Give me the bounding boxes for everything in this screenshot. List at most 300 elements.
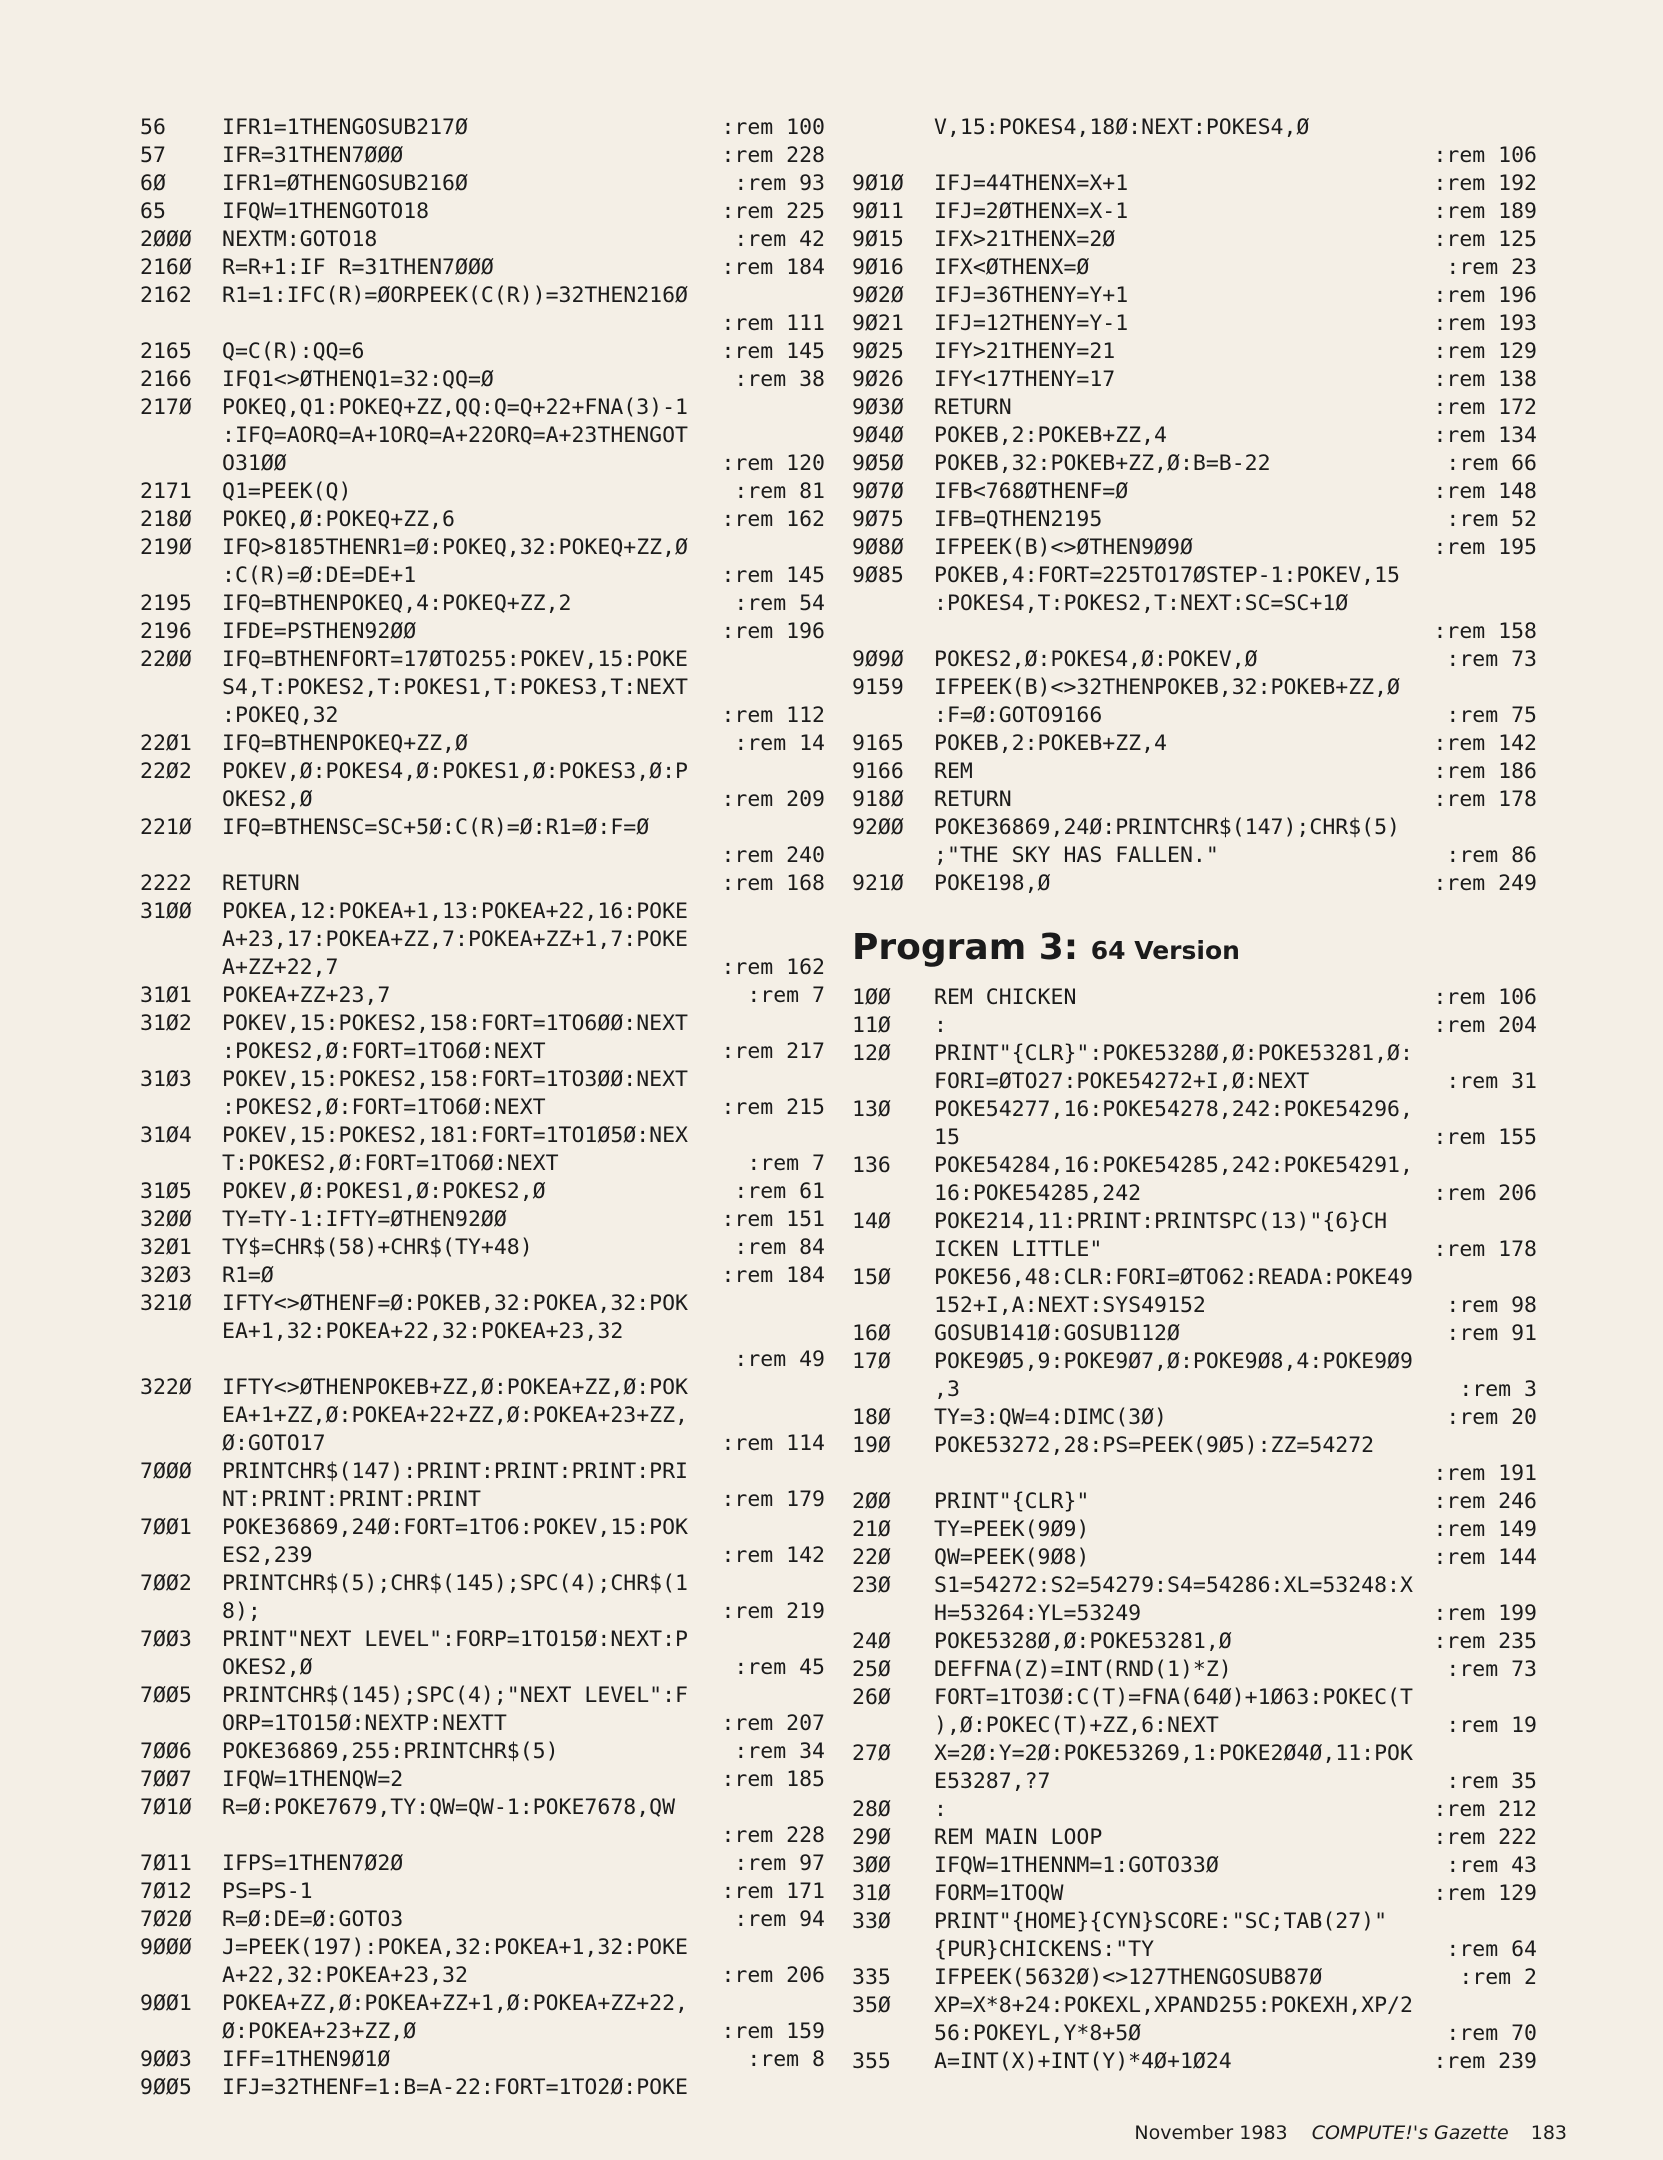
- rem-checksum: :rem 168: [721, 871, 825, 896]
- code-line: [852, 1152, 1537, 1180]
- rem-checksum: :rem 178: [1433, 1237, 1537, 1262]
- rem-checksum: [819, 534, 825, 562]
- rem-checksum: [819, 646, 825, 674]
- code-text: :POKES2,Ø:FORT=1TO6Ø:NEXT: [222, 1039, 546, 1064]
- code-line: [852, 1180, 1537, 1208]
- code-text: O31ØØ: [222, 451, 287, 476]
- code-line: [852, 1824, 1537, 1852]
- rem-checksum: :rem 246: [1433, 1489, 1537, 1514]
- code-text: R=R+1:IF R=31THEN7ØØØ: [222, 255, 494, 280]
- code-line: [140, 1990, 825, 2018]
- rem-checksum: :rem 31: [1446, 1069, 1537, 1094]
- program-title: Program 3:: [852, 927, 1079, 968]
- line-number: 7ØØ6: [140, 1739, 192, 1764]
- rem-checksum: :rem 35: [1446, 1769, 1537, 1794]
- code-text: POKES2,Ø:POKES4,Ø:POKEV,Ø: [934, 647, 1258, 672]
- code-text: RETURN: [934, 395, 1012, 420]
- page-footer: [1134, 2122, 1567, 2144]
- rem-checksum: [1531, 1152, 1537, 1180]
- line-number: 7ØØ5: [140, 1683, 192, 1708]
- line-number: 921Ø: [852, 871, 904, 896]
- code-text: {PUR}CHICKENS:"TY: [934, 1937, 1155, 1962]
- code-text: R1=1:IFC(R)=ØORPEEK(C(R))=32THEN216Ø: [222, 283, 688, 308]
- rem-checksum: :rem 209: [721, 787, 825, 812]
- rem-checksum: :rem 138: [1433, 367, 1537, 392]
- line-number: [140, 1486, 222, 1514]
- rem-checksum: :rem 191: [1433, 1461, 1537, 1486]
- code-line: [140, 1178, 825, 1206]
- code-line: [852, 1460, 1537, 1488]
- code-text: POKEV,15:POKES2,158:FORT=1TO3ØØ:NEXT: [222, 1067, 688, 1092]
- rem-checksum: :rem 144: [1433, 1545, 1537, 1570]
- code-line: [852, 1572, 1537, 1600]
- rem-checksum: :rem 106: [1433, 985, 1537, 1010]
- line-number: 13Ø: [852, 1097, 891, 1122]
- code-text: POKEV,15:POKES2,158:FORT=1TO6ØØ:NEXT: [222, 1011, 688, 1036]
- code-line: [140, 1794, 825, 1822]
- rem-checksum: :rem 184: [721, 255, 825, 280]
- rem-checksum: :rem 148: [1433, 479, 1537, 504]
- code-line: [852, 1712, 1537, 1740]
- line-number: 9Ø5Ø: [852, 451, 904, 476]
- code-line: [852, 2020, 1537, 2048]
- code-line: [140, 1878, 825, 1906]
- rem-checksum: :rem 19: [1446, 1713, 1537, 1738]
- code-line: [852, 1012, 1537, 1040]
- code-text: POKEA,12:POKEA+1,13:POKEA+22,16:POKE: [222, 899, 688, 924]
- code-text: POKEB,2:POKEB+ZZ,4: [934, 731, 1167, 756]
- code-text: S4,T:POKES2,T:POKES1,T:POKES3,T:NEXT: [222, 675, 688, 700]
- line-number: 9159: [852, 675, 904, 700]
- line-number: [140, 786, 222, 814]
- line-number: 9Ø11: [852, 199, 904, 224]
- code-line: [852, 1264, 1537, 1292]
- code-line: [140, 730, 825, 758]
- code-line: [140, 926, 825, 954]
- code-text: TY$=CHR$(58)+CHR$(TY+48): [222, 1235, 533, 1260]
- line-number: [852, 1180, 934, 1208]
- code-text: PRINTCHR$(147):PRINT:PRINT:PRINT:PRI: [222, 1459, 688, 1484]
- code-line: [140, 114, 825, 142]
- code-text: IFQ=BTHENPOKEQ+ZZ,Ø: [222, 731, 468, 756]
- code-text: REM MAIN LOOP: [934, 1825, 1103, 1850]
- line-number: 2162: [140, 283, 192, 308]
- code-line: [852, 1432, 1537, 1460]
- code-line: [140, 1458, 825, 1486]
- rem-checksum: :rem 172: [1433, 395, 1537, 420]
- code-line: [140, 870, 825, 898]
- rem-checksum: :rem 93: [734, 171, 825, 196]
- code-text: NEXTM:GOTO18: [222, 227, 378, 252]
- code-text: IFPEEK(5632Ø)<>127THENGOSUB87Ø: [934, 1965, 1323, 1990]
- code-text: IFF=1THEN9Ø1Ø: [222, 2047, 391, 2072]
- code-line: [140, 1710, 825, 1738]
- code-text: 15: [934, 1125, 960, 1150]
- line-number: 9ØØØ: [140, 1935, 192, 1960]
- line-number: 9ØØ3: [140, 2047, 192, 2072]
- code-text: [934, 142, 1427, 170]
- line-number: 25Ø: [852, 1657, 891, 1682]
- code-text: IFQW=1THENGOTO18: [222, 199, 430, 224]
- line-number: [140, 450, 222, 478]
- code-line: [852, 450, 1537, 478]
- code-text: :POKES4,T:POKES2,T:NEXT:SC=SC+1Ø: [934, 591, 1349, 616]
- code-text: POKE53272,28:PS=PEEK(9Ø5):ZZ=54272: [934, 1433, 1375, 1458]
- code-text: E53287,?7: [934, 1769, 1051, 1794]
- code-text: :: [934, 1013, 947, 1038]
- line-number: 7Ø11: [140, 1851, 192, 1876]
- rem-checksum: [819, 1458, 825, 1486]
- code-text: IFX<ØTHENX=Ø: [934, 255, 1090, 280]
- code-line: [140, 646, 825, 674]
- code-text: PRINTCHR$(5);CHR$(145);SPC(4);CHR$(1: [222, 1571, 688, 1596]
- rem-checksum: [819, 926, 825, 954]
- rem-checksum: :rem 54: [734, 591, 825, 616]
- rem-checksum: [1531, 1208, 1537, 1236]
- code-line: [852, 1516, 1537, 1544]
- line-number: [140, 1402, 222, 1430]
- code-line: [140, 786, 825, 814]
- code-text: POKE5328Ø,Ø:POKE53281,Ø: [934, 1629, 1232, 1654]
- code-line: [140, 898, 825, 926]
- rem-checksum: :rem 125: [1433, 227, 1537, 252]
- code-line: [140, 1290, 825, 1318]
- rem-checksum: [1531, 674, 1537, 702]
- code-text: :POKEQ,32: [222, 703, 339, 728]
- code-text: IFTY<>ØTHENF=Ø:POKEB,32:POKEA,32:POK: [222, 1291, 688, 1316]
- rem-checksum: :rem 142: [721, 1543, 825, 1568]
- rem-checksum: [819, 282, 825, 310]
- line-number: 22Ø2: [140, 759, 192, 784]
- line-number: 65: [140, 199, 166, 224]
- code-line: [140, 394, 825, 422]
- line-number: 9Ø75: [852, 507, 904, 532]
- line-number: 32ØØ: [140, 1207, 192, 1232]
- code-text: DEFFNA(Z)=INT(RND(1)*Z): [934, 1657, 1232, 1682]
- code-text: IFQ>8185THENR1=Ø:POKEQ,32:POKEQ+ZZ,Ø: [222, 535, 688, 560]
- rem-checksum: :rem 106: [1433, 143, 1537, 168]
- code-text: IFR1=1THENGOSUB217Ø: [222, 115, 468, 140]
- code-text: IFB<768ØTHENF=Ø: [934, 479, 1129, 504]
- code-line: [140, 478, 825, 506]
- line-number: 26Ø: [852, 1685, 891, 1710]
- line-number: 31Ø5: [140, 1179, 192, 1204]
- code-line: [140, 1738, 825, 1766]
- rem-checksum: [819, 1010, 825, 1038]
- code-line: [140, 198, 825, 226]
- code-line: [852, 1628, 1537, 1656]
- footer-date: November 1983: [1134, 2122, 1288, 2144]
- line-number: 9Ø26: [852, 367, 904, 392]
- code-line: [140, 1766, 825, 1794]
- code-line: [140, 1346, 825, 1374]
- rem-checksum: :rem 185: [721, 1767, 825, 1792]
- code-text: IFPEEK(B)<>ØTHEN9Ø9Ø: [934, 535, 1193, 560]
- rem-checksum: :rem 222: [1433, 1825, 1537, 1850]
- line-number: [140, 1962, 222, 1990]
- line-number: 918Ø: [852, 787, 904, 812]
- code-line: [852, 422, 1537, 450]
- rem-checksum: [819, 674, 825, 702]
- rem-checksum: :rem 217: [721, 1039, 825, 1064]
- code-line: [140, 618, 825, 646]
- code-text: Q1=PEEK(Q): [222, 479, 352, 504]
- rem-checksum: :rem 61: [734, 1179, 825, 1204]
- rem-checksum: [1531, 814, 1537, 842]
- line-number: 321Ø: [140, 1291, 192, 1316]
- code-text: POKEQ,Q1:POKEQ+ZZ,QQ:Q=Q+22+FNA(3)-1: [222, 395, 688, 420]
- rem-checksum: :rem 145: [721, 339, 825, 364]
- rem-checksum: :rem 49: [734, 1347, 825, 1372]
- code-text: POKEV,Ø:POKES4,Ø:POKES1,Ø:POKES3,Ø:P: [222, 759, 688, 784]
- line-number: 2195: [140, 591, 192, 616]
- rem-checksum: :rem 7: [747, 1151, 825, 1176]
- rem-checksum: :rem 151: [721, 1207, 825, 1232]
- code-text: IFJ=2ØTHENX=X-1: [934, 199, 1129, 224]
- code-text: 56:POKEYL,Y*8+5Ø: [934, 2021, 1142, 2046]
- line-number: 24Ø: [852, 1629, 891, 1654]
- code-text: H=53264:YL=53249: [934, 1601, 1142, 1626]
- rem-checksum: :rem 195: [1433, 535, 1537, 560]
- rem-checksum: [819, 1934, 825, 1962]
- code-text: J=PEEK(197):POKEA,32:POKEA+1,32:POKE: [222, 1935, 688, 1960]
- rem-checksum: [1531, 1908, 1537, 1936]
- rem-checksum: :rem 2: [1459, 1965, 1537, 1990]
- line-number: 7ØØ1: [140, 1515, 192, 1540]
- right-column: [852, 114, 1537, 2076]
- line-number: [852, 1768, 934, 1796]
- code-text: REM CHICKEN: [934, 985, 1077, 1010]
- code-text: IFQW=1THENQW=2: [222, 1767, 404, 1792]
- line-number: 2165: [140, 339, 192, 364]
- code-line: [852, 758, 1537, 786]
- code-line: [140, 1682, 825, 1710]
- code-line: [852, 1796, 1537, 1824]
- code-text: EA+1+ZZ,Ø:POKEA+22+ZZ,Ø:POKEA+23+ZZ,: [222, 1403, 688, 1428]
- rem-checksum: [819, 814, 825, 842]
- line-number: [140, 1598, 222, 1626]
- code-line: [852, 1740, 1537, 1768]
- code-text: :C(R)=Ø:DE=DE+1: [222, 563, 417, 588]
- line-number: 35Ø: [852, 1993, 891, 2018]
- line-number: [140, 1822, 222, 1850]
- line-number: 2ØØØ: [140, 227, 192, 252]
- code-line: [140, 1374, 825, 1402]
- code-line: [140, 1234, 825, 1262]
- line-number: 17Ø: [852, 1349, 891, 1374]
- rem-checksum: :rem 145: [721, 563, 825, 588]
- rem-checksum: :rem 42: [734, 227, 825, 252]
- line-number: 22Ø1: [140, 731, 192, 756]
- line-number: 9Ø7Ø: [852, 479, 904, 504]
- line-number: 2166: [140, 367, 192, 392]
- code-text: PRINT"NEXT LEVEL":FORP=1TO15Ø:NEXT:P: [222, 1627, 688, 1652]
- rem-checksum: :rem 155: [1433, 1125, 1537, 1150]
- line-number: [852, 1236, 934, 1264]
- code-line: [140, 1402, 825, 1430]
- line-number: [852, 1376, 934, 1404]
- rem-checksum: [1531, 1684, 1537, 1712]
- code-line: [852, 2048, 1537, 2076]
- code-line: [140, 562, 825, 590]
- code-text: IFQW=1THENNM=1:GOTO33Ø: [934, 1853, 1219, 1878]
- line-number: 12Ø: [852, 1041, 891, 1066]
- line-number: 9Ø3Ø: [852, 395, 904, 420]
- code-line: [140, 1038, 825, 1066]
- rem-checksum: :rem 193: [1433, 311, 1537, 336]
- rem-checksum: [1531, 1348, 1537, 1376]
- code-line: [852, 562, 1537, 590]
- code-line: [140, 450, 825, 478]
- line-number: [140, 2018, 222, 2046]
- code-line: [140, 310, 825, 338]
- code-line: [852, 590, 1537, 618]
- rem-checksum: [1531, 562, 1537, 590]
- code-text: POKEA+ZZ+23,7: [222, 983, 391, 1008]
- rem-checksum: :rem 98: [1446, 1293, 1537, 1318]
- code-text: FORM=1TOQW: [934, 1881, 1064, 1906]
- code-line: [852, 1124, 1537, 1152]
- line-number: 31Ø4: [140, 1123, 192, 1148]
- rem-checksum: [1531, 1264, 1537, 1292]
- code-line: [852, 1208, 1537, 1236]
- rem-checksum: :rem 186: [1433, 759, 1537, 784]
- code-text: POKE198,Ø: [934, 871, 1051, 896]
- code-line: [852, 114, 1537, 142]
- rem-checksum: :rem 225: [721, 199, 825, 224]
- code-line: [140, 1906, 825, 1934]
- rem-checksum: :rem 112: [721, 703, 825, 728]
- program-heading: [852, 916, 1537, 980]
- rem-checksum: :rem 52: [1446, 507, 1537, 532]
- rem-checksum: [819, 758, 825, 786]
- line-number: [140, 842, 222, 870]
- line-number: 2222: [140, 871, 192, 896]
- code-line: [140, 758, 825, 786]
- line-number: 9165: [852, 731, 904, 756]
- code-line: [140, 674, 825, 702]
- rem-checksum: :rem 73: [1446, 647, 1537, 672]
- rem-checksum: :rem 192: [1433, 171, 1537, 196]
- line-number: [852, 702, 934, 730]
- code-line: [852, 310, 1537, 338]
- code-text: QW=PEEK(9Ø8): [934, 1545, 1090, 1570]
- code-text: A+22,32:POKEA+23,32: [222, 1963, 468, 1988]
- line-number: 31Ø2: [140, 1011, 192, 1036]
- line-number: [852, 590, 934, 618]
- line-number: [852, 618, 934, 646]
- line-number: 92ØØ: [852, 815, 904, 840]
- code-line: [140, 2074, 825, 2102]
- rem-checksum: :rem 84: [734, 1235, 825, 1260]
- line-number: 15Ø: [852, 1265, 891, 1290]
- code-line: [140, 1262, 825, 1290]
- line-number: [140, 1542, 222, 1570]
- rem-checksum: :rem 228: [721, 143, 825, 168]
- line-number: 1ØØ: [852, 985, 891, 1010]
- line-number: [852, 142, 934, 170]
- line-number: 2171: [140, 479, 192, 504]
- line-number: [140, 1346, 222, 1374]
- code-line: [852, 1936, 1537, 1964]
- rem-checksum: :rem 23: [1446, 255, 1537, 280]
- line-number: 9Ø25: [852, 339, 904, 364]
- code-line: [852, 786, 1537, 814]
- line-number: 9Ø9Ø: [852, 647, 904, 672]
- rem-checksum: :rem 162: [721, 955, 825, 980]
- rem-checksum: :rem 249: [1433, 871, 1537, 896]
- rem-checksum: :rem 206: [1433, 1181, 1537, 1206]
- code-text: POKEB,4:FORT=225TO17ØSTEP-1:POKEV,15: [934, 563, 1400, 588]
- code-line: [852, 1656, 1537, 1684]
- line-number: 9Ø4Ø: [852, 423, 904, 448]
- line-number: 9Ø85: [852, 563, 904, 588]
- rem-checksum: :rem 240: [721, 843, 825, 868]
- rem-checksum: [819, 1290, 825, 1318]
- code-text: X=2Ø:Y=2Ø:POKE53269,1:POKE2Ø4Ø,11:POK: [934, 1741, 1413, 1766]
- rem-checksum: [819, 422, 825, 450]
- code-line: [852, 1600, 1537, 1628]
- code-text: S1=54272:S2=54279:S4=54286:XL=53248:X: [934, 1573, 1413, 1598]
- code-text: REM: [934, 759, 973, 784]
- line-number: 23Ø: [852, 1573, 891, 1598]
- rem-checksum: [1531, 1572, 1537, 1600]
- rem-checksum: :rem 215: [721, 1095, 825, 1120]
- rem-checksum: :rem 8: [747, 2047, 825, 2072]
- code-line: [852, 534, 1537, 562]
- code-text: PRINT"{CLR}":POKE5328Ø,Ø:POKE53281,Ø:: [934, 1041, 1413, 1066]
- line-number: [140, 1318, 222, 1346]
- code-text: PRINT"{HOME}{CYN}SCORE:"SC;TAB(27)": [934, 1909, 1388, 1934]
- code-text: [934, 1460, 1427, 1488]
- code-text: ICKEN LITTLE": [934, 1237, 1103, 1262]
- code-text: IFJ=32THENF=1:B=A-22:FORT=1TO2Ø:POKE: [222, 2075, 688, 2100]
- code-text: [222, 1346, 728, 1374]
- program-3-listing: [852, 984, 1537, 2076]
- rem-checksum: [819, 1066, 825, 1094]
- code-line: [852, 842, 1537, 870]
- code-line: [852, 226, 1537, 254]
- rem-checksum: :rem 3: [1459, 1377, 1537, 1402]
- rem-checksum: :rem 114: [721, 1431, 825, 1456]
- code-text: IFPEEK(B)<>32THENPOKEB,32:POKEB+ZZ,Ø: [934, 675, 1400, 700]
- line-number: 33Ø: [852, 1909, 891, 1934]
- rem-checksum: :rem 45: [734, 1655, 825, 1680]
- code-text: Q=C(R):QQ=6: [222, 339, 365, 364]
- code-line: [852, 1376, 1537, 1404]
- code-line: [852, 674, 1537, 702]
- rem-checksum: :rem 158: [1433, 619, 1537, 644]
- code-text: GOSUB141Ø:GOSUB112Ø: [934, 1321, 1180, 1346]
- line-number: 9Ø2Ø: [852, 283, 904, 308]
- line-number: 16Ø: [852, 1321, 891, 1346]
- line-number: 56: [140, 115, 166, 140]
- line-number: 7ØØ3: [140, 1627, 192, 1652]
- code-text: IFQ=BTHENSC=SC+5Ø:C(R)=Ø:R1=Ø:F=Ø: [222, 815, 650, 840]
- line-number: 322Ø: [140, 1375, 192, 1400]
- code-line: [852, 1292, 1537, 1320]
- program-subtitle: 64 Version: [1090, 936, 1240, 965]
- code-line: [140, 590, 825, 618]
- line-number: 31ØØ: [140, 899, 192, 924]
- line-number: 355: [852, 2049, 891, 2074]
- line-number: 21Ø: [852, 1517, 891, 1542]
- rem-checksum: :rem 199: [1433, 1601, 1537, 1626]
- code-line: [852, 1404, 1537, 1432]
- line-number: [140, 310, 222, 338]
- code-line: [140, 1542, 825, 1570]
- code-line: [852, 1908, 1537, 1936]
